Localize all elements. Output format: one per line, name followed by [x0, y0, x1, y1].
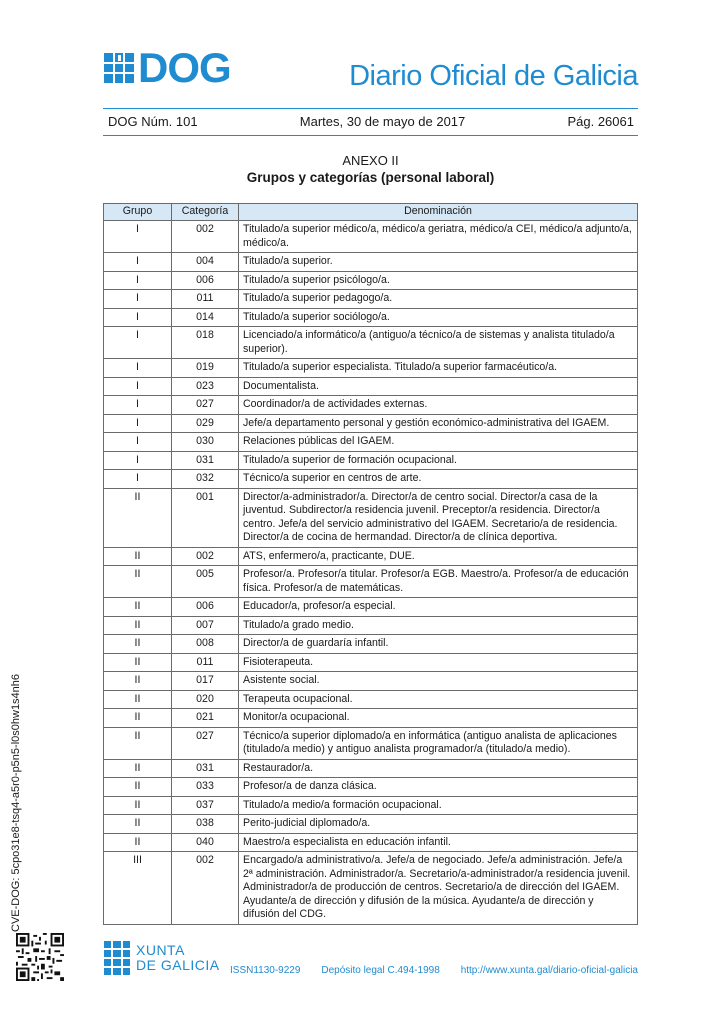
- cell-denominacion: Jefe/a departamento personal y gestión económico-administrativa del IGAEM.: [239, 414, 638, 433]
- cell-categoria: 005: [172, 566, 239, 598]
- table-row: [104, 727, 638, 759]
- legal-deposit: Depósito legal C.494-1998: [321, 965, 440, 976]
- cell-categoria: 004: [172, 253, 239, 272]
- table-row: [104, 451, 638, 470]
- cell-grupo: I: [104, 414, 172, 433]
- cell-grupo: II: [104, 833, 172, 852]
- table-row: [104, 815, 638, 834]
- cell-categoria: 023: [172, 377, 239, 396]
- table-body: [104, 221, 638, 925]
- header-meta: [108, 114, 634, 129]
- cell-denominacion: Profesor/a. Profesor/a titular. Profesor/a EGB. Maestro/a. Profesor/a de educación física. Profesor/a de matemáticas.: [239, 566, 638, 598]
- cell-categoria: 027: [172, 396, 239, 415]
- table-row: [104, 308, 638, 327]
- issue-number: DOG Núm. 101: [108, 114, 198, 129]
- table-row: [104, 271, 638, 290]
- table-row: [104, 396, 638, 415]
- cell-categoria: 032: [172, 470, 239, 489]
- cell-denominacion: Titulado/a superior médico/a, médico/a geriatra, médico/a CEI, médico/a adjunto/a, médico/a.: [239, 221, 638, 253]
- cell-categoria: 008: [172, 635, 239, 654]
- cell-grupo: I: [104, 290, 172, 309]
- cell-categoria: 040: [172, 833, 239, 852]
- table-row: [104, 327, 638, 359]
- table-row: [104, 796, 638, 815]
- table-row: [104, 377, 638, 396]
- cell-categoria: 002: [172, 547, 239, 566]
- cell-grupo: I: [104, 359, 172, 378]
- table-row: [104, 547, 638, 566]
- cell-denominacion: Perito-judicial diplomado/a.: [239, 815, 638, 834]
- cell-categoria: 027: [172, 727, 239, 759]
- footer-url-link[interactable]: http://www.xunta.gal/diario-oficial-galicia: [460, 965, 638, 976]
- cell-categoria: 017: [172, 672, 239, 691]
- cell-denominacion: Licenciado/a informático/a (antiguo/a técnico/a de sistemas y analista titulado/a superior).: [239, 327, 638, 359]
- xunta-logo: [104, 941, 220, 975]
- cell-grupo: II: [104, 547, 172, 566]
- table-row: [104, 852, 638, 925]
- annex-number: ANEXO II: [342, 153, 399, 168]
- cell-grupo: II: [104, 796, 172, 815]
- page-number: Pág. 26061: [567, 114, 634, 129]
- qr-code-icon: [16, 933, 64, 981]
- cell-categoria: 018: [172, 327, 239, 359]
- cell-denominacion: Titulado/a superior psicólogo/a.: [239, 271, 638, 290]
- cell-denominacion: Maestro/a especialista en educación infantil.: [239, 833, 638, 852]
- cell-grupo: II: [104, 488, 172, 547]
- header-categoria: Categoría: [172, 204, 239, 221]
- cell-denominacion: Titulado/a grado medio.: [239, 616, 638, 635]
- table-header-row: [104, 204, 638, 221]
- cell-denominacion: Titulado/a superior de formación ocupacional.: [239, 451, 638, 470]
- cell-categoria: 011: [172, 653, 239, 672]
- cell-denominacion: Terapeuta ocupacional.: [239, 690, 638, 709]
- cell-grupo: II: [104, 727, 172, 759]
- cell-grupo: I: [104, 433, 172, 452]
- cell-denominacion: Monitor/a ocupacional.: [239, 709, 638, 728]
- cell-denominacion: Titulado/a superior sociólogo/a.: [239, 308, 638, 327]
- cell-grupo: II: [104, 815, 172, 834]
- cell-categoria: 038: [172, 815, 239, 834]
- table-row: [104, 470, 638, 489]
- cell-denominacion: Técnico/a superior diplomado/a en informática (antiguo analista de aplicaciones (titulado/a medio) y antiguo analista programador/a (titulado/a medio).: [239, 727, 638, 759]
- cell-grupo: I: [104, 271, 172, 290]
- table-row: [104, 414, 638, 433]
- xunta-emblem-icon: [104, 941, 130, 975]
- cell-denominacion: Técnico/a superior en centros de arte.: [239, 470, 638, 489]
- cell-grupo: I: [104, 396, 172, 415]
- cell-grupo: I: [104, 221, 172, 253]
- cell-grupo: II: [104, 709, 172, 728]
- cell-grupo: I: [104, 253, 172, 272]
- dog-logo: [104, 44, 231, 91]
- cell-categoria: 002: [172, 221, 239, 253]
- table-row: [104, 290, 638, 309]
- issue-date: Martes, 30 de mayo de 2017: [299, 114, 466, 129]
- logo-text: DOG: [138, 44, 231, 91]
- table-row: [104, 672, 638, 691]
- cell-grupo: I: [104, 377, 172, 396]
- header-divider-bottom: [103, 135, 638, 136]
- header-divider-top: [103, 108, 638, 109]
- cell-categoria: 002: [172, 852, 239, 925]
- table-row: [104, 690, 638, 709]
- cell-denominacion: Titulado/a superior pedagogo/a.: [239, 290, 638, 309]
- table-row: [104, 833, 638, 852]
- cell-grupo: II: [104, 653, 172, 672]
- categories-table: [103, 203, 638, 925]
- cell-denominacion: Director/a de guardaría infantil.: [239, 635, 638, 654]
- cell-denominacion: Relaciones públicas del IGAEM.: [239, 433, 638, 452]
- cell-categoria: 019: [172, 359, 239, 378]
- cell-categoria: 031: [172, 759, 239, 778]
- cell-categoria: 033: [172, 778, 239, 797]
- cell-denominacion: Coordinador/a de actividades externas.: [239, 396, 638, 415]
- cell-denominacion: Restaurador/a.: [239, 759, 638, 778]
- cve-code: CVE-DOG: 5cpo31e8-tsq4-a5r0-p5n5-l0s0hw1s4nh6: [10, 673, 22, 932]
- xunta-line-1: XUNTA: [136, 942, 185, 958]
- table-row: [104, 616, 638, 635]
- table-row: [104, 566, 638, 598]
- table-row: [104, 598, 638, 617]
- cell-categoria: 001: [172, 488, 239, 547]
- cell-grupo: II: [104, 672, 172, 691]
- header-grupo: Grupo: [104, 204, 172, 221]
- cell-grupo: II: [104, 616, 172, 635]
- cell-grupo: II: [104, 759, 172, 778]
- footer-info: [230, 965, 638, 976]
- cell-denominacion: Director/a-administrador/a. Director/a de centro social. Director/a casa de la juventud. Subdirector/a residencia juvenil. Preceptor/a residencia. Director/a centro. Jefe/a del servicio administrativo del IGAEM. Secretario/a de residencia. Director/a de cocina de hermandad. Director/a de clínica deportiva.: [239, 488, 638, 547]
- table-row: [104, 653, 638, 672]
- cell-categoria: 006: [172, 598, 239, 617]
- cell-grupo: II: [104, 690, 172, 709]
- annex-heading: [103, 153, 638, 185]
- cell-categoria: 020: [172, 690, 239, 709]
- table-row: [104, 253, 638, 272]
- table-row: [104, 359, 638, 378]
- cell-categoria: 014: [172, 308, 239, 327]
- cell-categoria: 007: [172, 616, 239, 635]
- cell-denominacion: Encargado/a administrativo/a. Jefe/a de negociado. Jefe/a administración. Jefe/a 2ª administración. Administrador/a. Secretario/a-administrador/a residencia juvenil. Administrador/a de producción de centros. Secretario/a de dirección del IGAEM. Ayudante/a de dirección y difusión de la música. Ayudante/a de dirección y difusión del CDG.: [239, 852, 638, 925]
- cell-denominacion: Asistente social.: [239, 672, 638, 691]
- table-row: [104, 488, 638, 547]
- table-row: [104, 635, 638, 654]
- cell-grupo: II: [104, 635, 172, 654]
- cell-grupo: II: [104, 598, 172, 617]
- cell-categoria: 006: [172, 271, 239, 290]
- cell-categoria: 037: [172, 796, 239, 815]
- table-row: [104, 778, 638, 797]
- cell-grupo: I: [104, 470, 172, 489]
- cell-grupo: II: [104, 566, 172, 598]
- cell-denominacion: Documentalista.: [239, 377, 638, 396]
- table-row: [104, 433, 638, 452]
- galicia-emblem-icon: [104, 53, 134, 83]
- issn: ISSN1130-9229: [230, 965, 301, 976]
- journal-title: Diario Oficial de Galicia: [349, 60, 638, 92]
- cell-denominacion: Titulado/a medio/a formación ocupacional.: [239, 796, 638, 815]
- cell-grupo: I: [104, 308, 172, 327]
- table-row: [104, 709, 638, 728]
- cell-categoria: 030: [172, 433, 239, 452]
- cell-denominacion: Profesor/a de danza clásica.: [239, 778, 638, 797]
- table-row: [104, 759, 638, 778]
- cell-categoria: 031: [172, 451, 239, 470]
- cell-denominacion: Titulado/a superior.: [239, 253, 638, 272]
- cell-grupo: II: [104, 778, 172, 797]
- xunta-line-2: DE GALICIA: [136, 957, 220, 973]
- annex-title: Grupos y categorías (personal laboral): [246, 170, 495, 185]
- cell-categoria: 021: [172, 709, 239, 728]
- cell-denominacion: Titulado/a superior especialista. Titulado/a superior farmacéutico/a.: [239, 359, 638, 378]
- cell-denominacion: ATS, enfermero/a, practicante, DUE.: [239, 547, 638, 566]
- cell-grupo: III: [104, 852, 172, 925]
- cell-categoria: 029: [172, 414, 239, 433]
- cell-denominacion: Educador/a, profesor/a especial.: [239, 598, 638, 617]
- table-row: [104, 221, 638, 253]
- cell-grupo: I: [104, 327, 172, 359]
- cell-grupo: I: [104, 451, 172, 470]
- cell-denominacion: Fisioterapeuta.: [239, 653, 638, 672]
- cell-categoria: 011: [172, 290, 239, 309]
- header-denominacion: Denominación: [239, 204, 638, 221]
